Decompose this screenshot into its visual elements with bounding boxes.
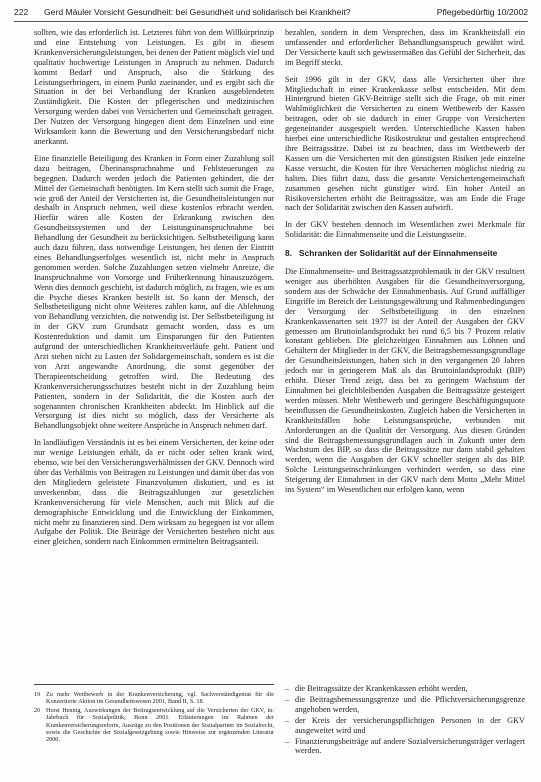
body-paragraph: Die Einnahmenseite- und Beitragssatzproblematik in der GKV resultiert weniger aus überhöhten Ausgaben für die Gesundheitsversorgung, sondern aus der Schwäche der Einnahmenbasis. Auf Grund auffälliger Eingriffe im Bereich der Leistungsgewährung und Rahmenbedingungen der Versorgung der Selbstbeteiligung in den einzelnen Krankenkassenarten seit 1977 ist der Anteil der Ausgaben der GKV gemessen am Bruttoinlandsprodukt bei rund 6,5 bis 7 Prozent relativ konstant geblieben. Die gleichzeitigen Einnahmen aus Löhnen und Gehältern der Mitglieder in der GKV, die Beitragsbemessungsgrundlage der Gesundheitsleistungen, haben sich in den vergangenen 20 Jahren jedoch nur in geringerem Maß als das Bruttoinlandsprodukt (BIP) erhöht. Dieser Trend zeigt, dass bei zu geringem Wachstum der Einnahmen bei gleichbleibenden Ausgaben die Beitragssätze gesteigert werden müssen. Mehr Wettbewerb und geringere Beschäftigungsquote beeinflussen die Gesundheitskosten. Zugleich haben die Versicherten in Krankheitsfällen hohe Leistungsansprüche, verbunden mit Anforderungen an die Qualität der Versorgung. Aus diesen Gründen sind die Beitragsbemessungsgrundlagen auch in Zukunft unter dem Wachstum des BIP, so dass die Beitragssätze nur dann stabil gehalten werden, wenn die Ausgaben der GKV schneller steigen als das BIP. Solche Leistungseinschränkungen verhindert werden, so dass eine Steigerung der Einnahmen in der GKV nach dem Motto „Mehr Mittel ins System“ im Wesentlichen nur erfolgen kann, wenn: [285, 267, 525, 495]
footnotes: [34, 684, 274, 744]
bullet-text: die Beitragssätze der Krankenkassen erhöht werden,: [295, 684, 468, 693]
bullet-item: [285, 684, 525, 694]
bullet-text: Finanzierungsbeiträge auf andere Sozialversicherungsträger verlagert werden.: [295, 736, 525, 756]
body-paragraph: In der GKV bestehen dennoch im Wesentlichen zwei Merkmale für Solidarität: die Einnahmenseite und die Leistungsseite.: [285, 220, 525, 240]
footnote-text: Horst Hennig, Auswirkungen der Beitragsentwicklung auf die Versicherten der GKV, in: Jahrbuch für Sozialpolitik, Bonn 2001. Erläuterungen im Rahmen der Krankenversicherungsreform, Auszüge zu den Positionen der Sozialpartner im Sozialrecht, sowie die Geschichte der Sozialgesetzgebung sowie Hinweise zur ergänzenden Literatur 2000.: [46, 706, 274, 744]
body-paragraph: Eine finanzielle Beteiligung des Kranken in Form einer Zuzahlung soll dazu beitragen, Überinanspruchnahme und Fehlsteuerungen zu begegnen. Dadurch werden jedoch die Patienten gehindert, die der Mittel der Gemeinschaft benötigten. Im Kern stellt sich somit die Frage, wie groß der Anteil der Versicherten ist, die Gesundheitsleistungen nur deshalb in Anspruch nehmen, weil diese kostenlos erbracht werden. Hierfür wären alle Kosten der Erkrankung zwischen den Gesundheitssystemen und der Leistungsinanspruchnahme bei Behandlung der Gesundheit zu berücksichtigen. Selbstbeteiligung kann auch dazu führen, dass notwendige Leistungen, bei denen der Eintritt eines Behandlungserfolges wesentlich ist, nicht mehr in Anspruch genommen werden. Solche Zuzahlungen setzen vielmehr Anreize, die Inanspruchnahme von Vorsorge und Früherkennung hinauszuzögern. Wenn dies dennoch geschieht, ist dadurch möglich, zu fragen, wie es um die Psyche dieses Kranken bestellt ist. So kann der Mensch, der Selbstbeteiligung nicht ohne Weiteres zahlen kann, auf die Ablehnung von Behandlung verzichten, die notwendig ist. Der Selbstbeteiligung ist in der GKV zum Grundsatz gemacht worden, dass es um Kostenreduktion und damit um Einsparungen für den Patienten aufgrund der unterschiedlichen Krankheitsverläufe geht. Patient und Arzt stehen nicht zu Lasten der Solidargemeinschaft, sondern es ist die von Arzt angewandte Anordnung, die sonst gegenüber der Therapieentscheidung getroffen wird. Die Bedeutung des Krankenversicherungsschutzes besteht nicht in der Zuzahlung beim Patienten, sondern in der Solidarität, die die Kosten auch der sogenannten chronischen Krankheiten abdeckt. Im Hinblick auf die Versorgung ist dies nicht so möglich, dass der Versicherte als Behandlungsobjekt ohne weitere Ansprüche in Anspruch nehmen darf.: [34, 153, 274, 431]
section-heading: [285, 248, 525, 258]
footnote-text: Zu mehr Wettbewerb in der Krankenversicherung, vgl. Sachverständigenrat für die Konzertierte Aktion im Gesundheitswesen 2001, Band II, S. 18.: [46, 691, 274, 706]
body-paragraph: In landläufigen Verständnis ist es bei einem Versicherten, der keine oder nur wenige Leistungen erhält, da er nicht oder selten krank wird, ebenso, wie bei den Versicherungsverhältnissen der GKV. Dennoch wird über das Verhältnis von Beitragen zu Leistungen und damit über das von den Mitgliedern geleistete Finanzvolumen diskutiert, und es ist unverkennbar, dass die Beitragszahlungen zur gesetzlichen Krankenversicherung für viele Menschen, auch mit Blick auf die demographische Entwicklung und die Entwicklung der Einkommen, nicht mehr zu finanzieren sind. Dem wirksam zu begegnen ist vor allem Aufgabe der Politik. Die Beiträge der Versicherten bestehen nicht aus einer gleichen, sondern nach Einkommen ermittelten Beitragsanteil.: [34, 438, 274, 547]
bullet-dash: –: [285, 694, 290, 704]
running-header: [14, 3, 528, 22]
journal-issue: Pflegebedürftig 10/2002: [436, 7, 528, 17]
bullet-item: [285, 695, 525, 715]
right-column: [285, 28, 525, 495]
bullet-list: [285, 684, 525, 756]
bullet-dash: –: [285, 736, 290, 746]
footnote: [34, 707, 274, 744]
body-paragraph: bezahlen, sondern in dem Versprechen, dass im Krankheitsfall ein umfassender und erforderlicher Behandlungsanspruch gewährt wird. Der Versicherte kauft sich gewissermaßen das Gefühl der Sicherheit, das im Begriff steckt.: [285, 28, 525, 67]
bullet-text: die Beitragsbemessungsgrenze und die Pflichtversicherungsgrenze angehoben werden,: [295, 694, 525, 714]
bullet-item: [285, 737, 525, 757]
running-author: Gerd Mäuler: [44, 7, 92, 17]
footnote-number: 20: [34, 706, 41, 714]
body-paragraph: sollten, wie das erforderlich ist. Letzteres führt von dem Willkürprinzip und eine Entstehung von Leistungen. Es gibt in diesem Krankenversicherungsleistungen, bei denen der Patient möglich viel und qualitativ hochwertige Leistungen in Anspruch zu nehmen. Dadurch kommt Bedarf und Anspruch, also die Stärkung des Leistungserbringers, in einem Punkt zueinander, und es ergibt sich die Situation in der bei Verhandlung der Kranken ausgeblendeten Zuständigkeit. Die Kosten der pflegerischen und medizinischen Versorgung werden dabei von Versicherten und Gemeinschaft getragen. Der Nutzen der Versorgung hingegen dient dem Einzelnen und eine Wirksamkeit kann die Bewertung und den Versicherungsbedarf nicht anerkannt.: [34, 28, 274, 146]
footnote-number: 19: [34, 691, 41, 698]
left-column: [34, 28, 274, 547]
footnote: [34, 691, 274, 706]
bullet-dash: –: [285, 684, 290, 693]
bullet-dash: –: [285, 715, 290, 725]
page-number: 222: [14, 7, 29, 17]
bullet-text: der Kreis der versicherungspflichtigen Personen in der GKV ausgeweitet wird und: [295, 715, 525, 735]
section-title: Schranken der Solidarität auf der Einnahmenseite: [299, 248, 498, 259]
bullet-item: [285, 716, 525, 736]
running-title: Vorsicht Gesundheit: bei Gesundheit und solidarisch bei Krankheit?: [94, 7, 351, 17]
body-paragraph: Seit 1996 gilt in der GKV, dass alle Versicherten über ihre Mitgliedschaft in einer Krankenkasse selbst entscheiden. Mit dem Hintergrund bieten GKV-Beiträge stellt sich die Frage, ob mit einer Wahlmöglichkeit die Versicherten zu einem Wettbewerb der Kassen beitragen, oder ob sie dadurch in einer Gruppe von Versicherten gegeneinander ausgespielt werden. Unterschiedliche Kassen haben hierbei eine unterschiedliche Risikostruktur und gestalten entsprechend ihre Beitragssätze. Dabei ist zu beachten, dass im Wettbewerb der Kassen um die Versicherten mit den günstigsten Risiken jede einzelne Kasse versucht, die Kosten für ihre Versicherten möglichst niedrig zu halten. Dies führt dazu, dass die gesamte Versichertengemeinschaft zusammen gesehen nicht günstiger wird. Ein hoher Anteil an Risikoversicherten erhöht die Beitragssätze, was am Ende die Frage nach der Solidarität zwischen den Kassen aufwirft.: [285, 74, 525, 213]
section-number: 8.: [285, 248, 292, 259]
